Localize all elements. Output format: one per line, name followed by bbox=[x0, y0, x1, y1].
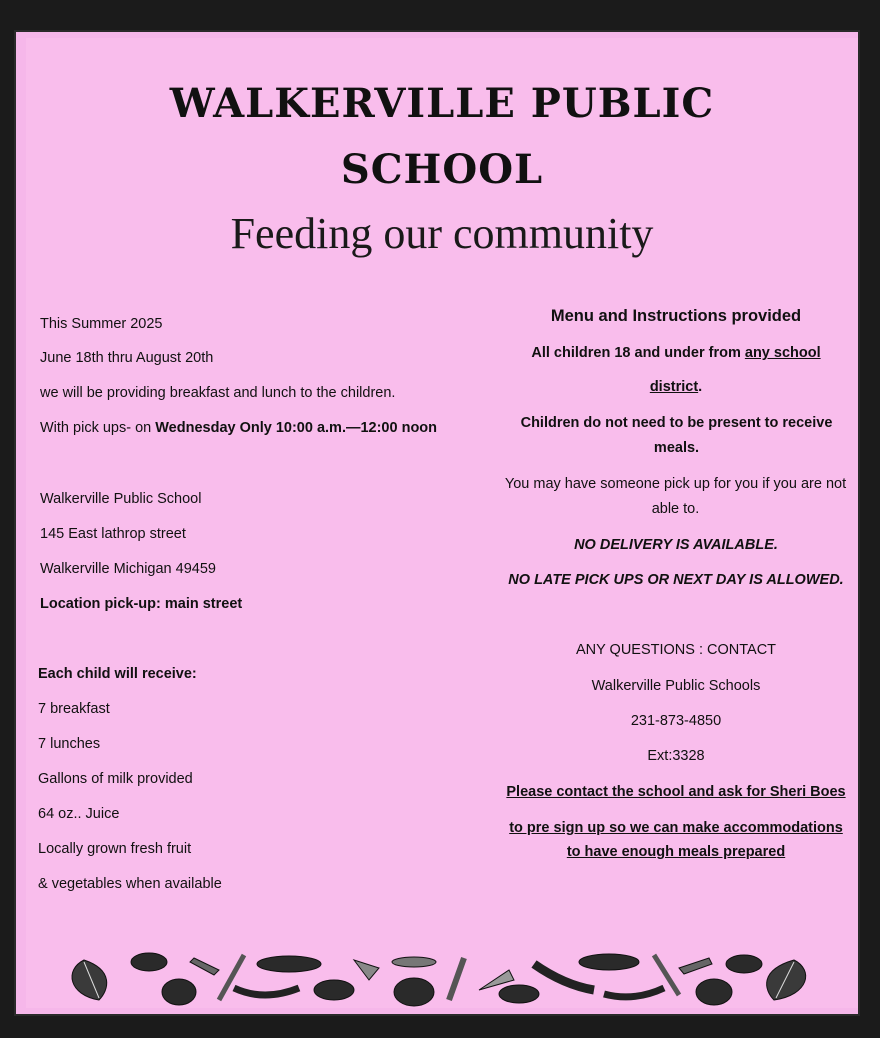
title-line-1: WALKERVILLE PUBLIC bbox=[169, 80, 715, 127]
pickup-prefix: With pick ups- on bbox=[40, 420, 156, 436]
district-line bbox=[486, 375, 866, 400]
pickup-time: Wednesday Only 10:00 a.m.—12:00 noon bbox=[155, 420, 438, 436]
tomato-icon-2 bbox=[499, 985, 539, 1003]
address-line-1: Walkerville Public School bbox=[40, 491, 202, 507]
dates-text: June 18th thru August 20th bbox=[40, 350, 214, 366]
address-line-3: Walkerville Michigan 49459 bbox=[40, 561, 216, 577]
no-late-text: NO LATE PICK UPS OR NEXT DAY IS ALLOWED. bbox=[508, 572, 844, 588]
someone-text: You may have someone pick up for you if you are not able to. bbox=[504, 476, 847, 517]
item-juice: 64 oz.. Juice bbox=[38, 806, 120, 822]
flyer-content bbox=[26, 38, 858, 1008]
subtitle: Feeding our community bbox=[230, 209, 654, 258]
item-breakfast: 7 breakfast bbox=[38, 701, 110, 717]
zucchini-icon bbox=[534, 964, 594, 990]
vegetable-border-illustration bbox=[54, 950, 814, 1010]
item-vegetables: & vegetables when available bbox=[38, 876, 222, 892]
district-text: district bbox=[649, 379, 699, 395]
receive-heading: Each child will receive: bbox=[38, 666, 197, 682]
location-text: Location pick-up: main street bbox=[40, 596, 243, 612]
flyer-sheet bbox=[14, 30, 860, 1016]
ext-text: Ext:3328 bbox=[647, 748, 705, 764]
contact-line-3: to have enough meals prepared bbox=[566, 844, 786, 860]
not-present-text: Children do not need to be present to receive meals. bbox=[520, 415, 833, 456]
corn-icon bbox=[190, 958, 219, 975]
phone-text: 231-873-4850 bbox=[630, 713, 722, 729]
cucumber-icon-2 bbox=[604, 988, 664, 997]
item-lunches: 7 lunches bbox=[38, 736, 101, 752]
squash-icon bbox=[392, 957, 436, 967]
corn-icon-2 bbox=[679, 958, 712, 974]
pumpkin-icon-2 bbox=[726, 955, 762, 973]
item-fruit: Locally grown fresh fruit bbox=[38, 841, 192, 857]
leaf-icon-2 bbox=[767, 960, 806, 1000]
pepper-icon-2 bbox=[394, 978, 434, 1006]
address-line-2: 145 East lathrop street bbox=[40, 526, 186, 542]
cucumber-icon bbox=[234, 988, 299, 995]
eggplant-icon bbox=[257, 956, 321, 972]
district-period: . bbox=[698, 379, 703, 395]
all-children-line bbox=[486, 341, 866, 366]
menu-heading: Menu and Instructions provided bbox=[550, 307, 802, 325]
leaf-icon bbox=[72, 960, 107, 1000]
title-line-2: SCHOOL bbox=[340, 146, 544, 193]
contact-line-2: to pre sign up so we can make accommodations bbox=[509, 820, 843, 836]
any-school-text: any school bbox=[744, 345, 821, 361]
pepper-icon-3 bbox=[696, 979, 732, 1005]
org-text: Walkerville Public Schools bbox=[591, 678, 761, 694]
no-delivery-text: NO DELIVERY IS AVAILABLE. bbox=[574, 537, 778, 553]
questions-text: ANY QUESTIONS : CONTACT bbox=[575, 642, 777, 658]
pepper-icon bbox=[162, 979, 196, 1005]
providing-text: we will be providing breakfast and lunch to the children. bbox=[40, 385, 396, 401]
carrot-icon-2 bbox=[449, 958, 464, 1000]
all-children-prefix: All children 18 and under from bbox=[531, 345, 745, 361]
contact-line-1: Please contact the school and ask for Sheri Boes bbox=[506, 784, 846, 800]
pumpkin-icon bbox=[131, 953, 167, 971]
pickup-text bbox=[40, 420, 437, 436]
left-column bbox=[40, 38, 480, 938]
eggplant-icon-2 bbox=[579, 954, 639, 970]
onion-icon bbox=[354, 960, 379, 980]
summer-text: This Summer 2025 bbox=[40, 316, 163, 332]
tomato-icon bbox=[314, 980, 354, 1000]
item-milk: Gallons of milk provided bbox=[38, 771, 193, 787]
